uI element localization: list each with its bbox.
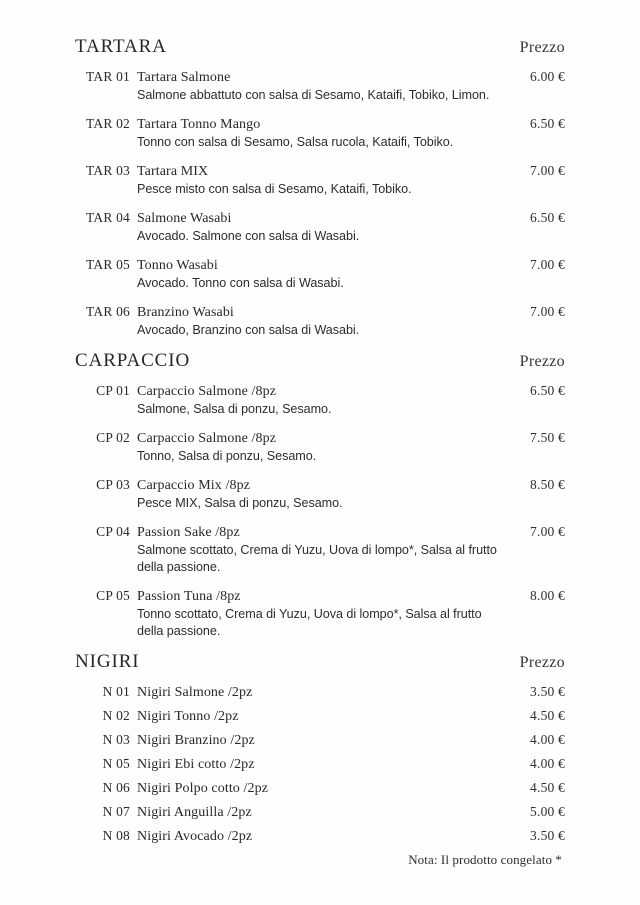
menu-item-code: N 07 (102, 804, 130, 819)
menu-item-name: Nigiri Branzino /2pz (137, 733, 255, 748)
section-title: CARPACCIO (75, 350, 191, 371)
menu-item-row (75, 707, 565, 725)
menu-item-price: 7.00 € (530, 304, 565, 319)
menu-item[interactable] (75, 827, 565, 845)
menu-item-price: 6.50 € (530, 116, 565, 131)
menu-item-code: CP 02 (96, 430, 130, 445)
menu-item-list (75, 68, 565, 339)
menu-item-row (75, 256, 565, 274)
menu-item-name: Tartara Salmone (137, 70, 231, 85)
menu-item-code: TAR 04 (86, 210, 130, 225)
menu-item-row (75, 429, 565, 447)
menu-item-row (75, 303, 565, 321)
section-header (75, 651, 565, 673)
menu-item-code: TAR 02 (86, 116, 130, 131)
menu-item-name: Carpaccio Mix /8pz (137, 478, 250, 493)
menu-item-row (75, 587, 565, 605)
section-price-label: Prezzo (519, 39, 565, 56)
menu-item-row (75, 683, 565, 701)
menu-item-price: 5.00 € (530, 804, 565, 819)
section-price-label: Prezzo (519, 353, 565, 370)
menu-item-price: 6.50 € (530, 383, 565, 398)
menu-item-name: Nigiri Anguilla /2pz (137, 805, 252, 820)
menu-item[interactable] (75, 731, 565, 749)
menu-item-row (75, 382, 565, 400)
menu-item-list (75, 382, 565, 640)
menu-section (75, 651, 565, 845)
menu-item-row (75, 68, 565, 86)
menu-item-row (75, 523, 565, 541)
menu-item-description: Tonno con salsa di Sesamo, Salsa rucola, Kataifi, Tobiko. (137, 135, 454, 149)
menu-item[interactable] (75, 68, 565, 104)
menu-item-price: 8.00 € (530, 588, 565, 603)
menu-section (75, 36, 565, 339)
menu-footnote: Nota: Il prodotto congelato * (408, 852, 562, 867)
menu-item-description: Pesce misto con salsa di Sesamo, Kataifi, Tobiko. (137, 182, 412, 196)
menu-item-description: Pesce MIX, Salsa di ponzu, Sesamo. (137, 496, 343, 510)
menu-item-code: CP 05 (96, 588, 130, 603)
menu-item[interactable] (75, 162, 565, 198)
section-header (75, 36, 565, 58)
menu-item-name: Salmone Wasabi (137, 211, 232, 226)
menu-item-name: Tonno Wasabi (137, 258, 218, 273)
menu-item-price: 3.50 € (530, 684, 565, 699)
section-title: TARTARA (75, 36, 167, 57)
menu-item-list (75, 683, 565, 845)
menu-item[interactable] (75, 587, 565, 640)
menu-item-name: Nigiri Polpo cotto /2pz (137, 781, 269, 796)
menu-item-row (75, 803, 565, 821)
section-title: NIGIRI (75, 651, 140, 672)
menu-item[interactable] (75, 303, 565, 339)
menu-item-row (75, 476, 565, 494)
menu-item-price: 6.00 € (530, 69, 565, 84)
menu-section (75, 350, 565, 640)
menu-item-code: CP 04 (96, 524, 130, 539)
menu-item[interactable] (75, 382, 565, 418)
menu-item-name: Nigiri Avocado /2pz (137, 829, 253, 844)
menu-item-name: Carpaccio Salmone /8pz (137, 384, 277, 399)
menu-item-name: Branzino Wasabi (137, 305, 234, 320)
menu-item-code: N 06 (102, 780, 130, 795)
menu-item-name: Tartara Tonno Mango (137, 117, 261, 132)
menu-item-description: Avocado. Salmone con salsa di Wasabi. (137, 229, 360, 243)
menu-item[interactable] (75, 209, 565, 245)
menu-item-price: 7.00 € (530, 163, 565, 178)
menu-item-name: Nigiri Ebi cotto /2pz (137, 757, 255, 772)
menu-item[interactable] (75, 256, 565, 292)
menu-item-description: Tonno, Salsa di ponzu, Sesamo. (137, 449, 317, 463)
menu-item-price: 3.50 € (530, 828, 565, 843)
menu-item-description: Salmone abbattuto con salsa di Sesamo, Kataifi, Tobiko, Limon. (137, 88, 490, 102)
menu-item[interactable] (75, 115, 565, 151)
menu-item[interactable] (75, 683, 565, 701)
menu-item-code: N 01 (102, 684, 130, 699)
menu-item-row (75, 731, 565, 749)
menu-item-price: 7.00 € (530, 524, 565, 539)
section-price-label: Prezzo (519, 654, 565, 671)
menu-item-name: Tartara MIX (137, 164, 209, 179)
menu-item-description: Avocado. Tonno con salsa di Wasabi. (137, 276, 344, 290)
menu-item-row (75, 209, 565, 227)
menu-item-row (75, 827, 565, 845)
menu-item[interactable] (75, 755, 565, 773)
menu-item-description: Salmone, Salsa di ponzu, Sesamo. (137, 402, 332, 416)
menu-item-description: Avocado, Branzino con salsa di Wasabi. (137, 323, 360, 337)
menu-item-code: CP 01 (96, 383, 130, 398)
menu-item-row (75, 755, 565, 773)
menu-item[interactable] (75, 803, 565, 821)
menu-item-price: 4.50 € (530, 708, 565, 723)
menu-item-name: Nigiri Salmone /2pz (137, 685, 253, 700)
menu-item-name: Passion Sake /8pz (137, 525, 240, 540)
menu-item-code: N 05 (102, 756, 130, 771)
menu-item-code: TAR 03 (86, 163, 130, 178)
menu-item-code: N 08 (102, 828, 130, 843)
menu-item-name: Passion Tuna /8pz (137, 589, 241, 604)
menu-item-code: TAR 06 (86, 304, 130, 319)
menu-item-name: Nigiri Tonno /2pz (137, 709, 239, 724)
menu-item-description: Tonno scottato, Crema di Yuzu, Uova di lompo*, Salsa al frutto della passione. (137, 607, 482, 638)
menu-item-description: Salmone scottato, Crema di Yuzu, Uova di lompo*, Salsa al frutto della passione. (137, 543, 497, 574)
menu-item-row (75, 779, 565, 797)
menu-item[interactable] (75, 707, 565, 725)
menu-item-price: 4.00 € (530, 732, 565, 747)
menu-item-price: 8.50 € (530, 477, 565, 492)
menu-item-code: N 02 (102, 708, 130, 723)
menu-item-code: N 03 (102, 732, 130, 747)
menu-item-code: TAR 05 (86, 257, 130, 272)
menu-item[interactable] (75, 779, 565, 797)
menu-item-price: 7.00 € (530, 257, 565, 272)
menu-item[interactable] (75, 523, 565, 576)
menu-item-name: Carpaccio Salmone /8pz (137, 431, 277, 446)
menu-item-row (75, 162, 565, 180)
menu-item-price: 7.50 € (530, 430, 565, 445)
menu-item-price: 4.00 € (530, 756, 565, 771)
section-header (75, 350, 565, 372)
menu-item-row (75, 115, 565, 133)
menu-sections (75, 36, 565, 845)
menu-item-price: 4.50 € (530, 780, 565, 795)
menu-item[interactable] (75, 429, 565, 465)
menu-item-price: 6.50 € (530, 210, 565, 225)
menu-item[interactable] (75, 476, 565, 512)
menu-item-code: TAR 01 (86, 69, 130, 84)
menu-item-code: CP 03 (96, 477, 130, 492)
